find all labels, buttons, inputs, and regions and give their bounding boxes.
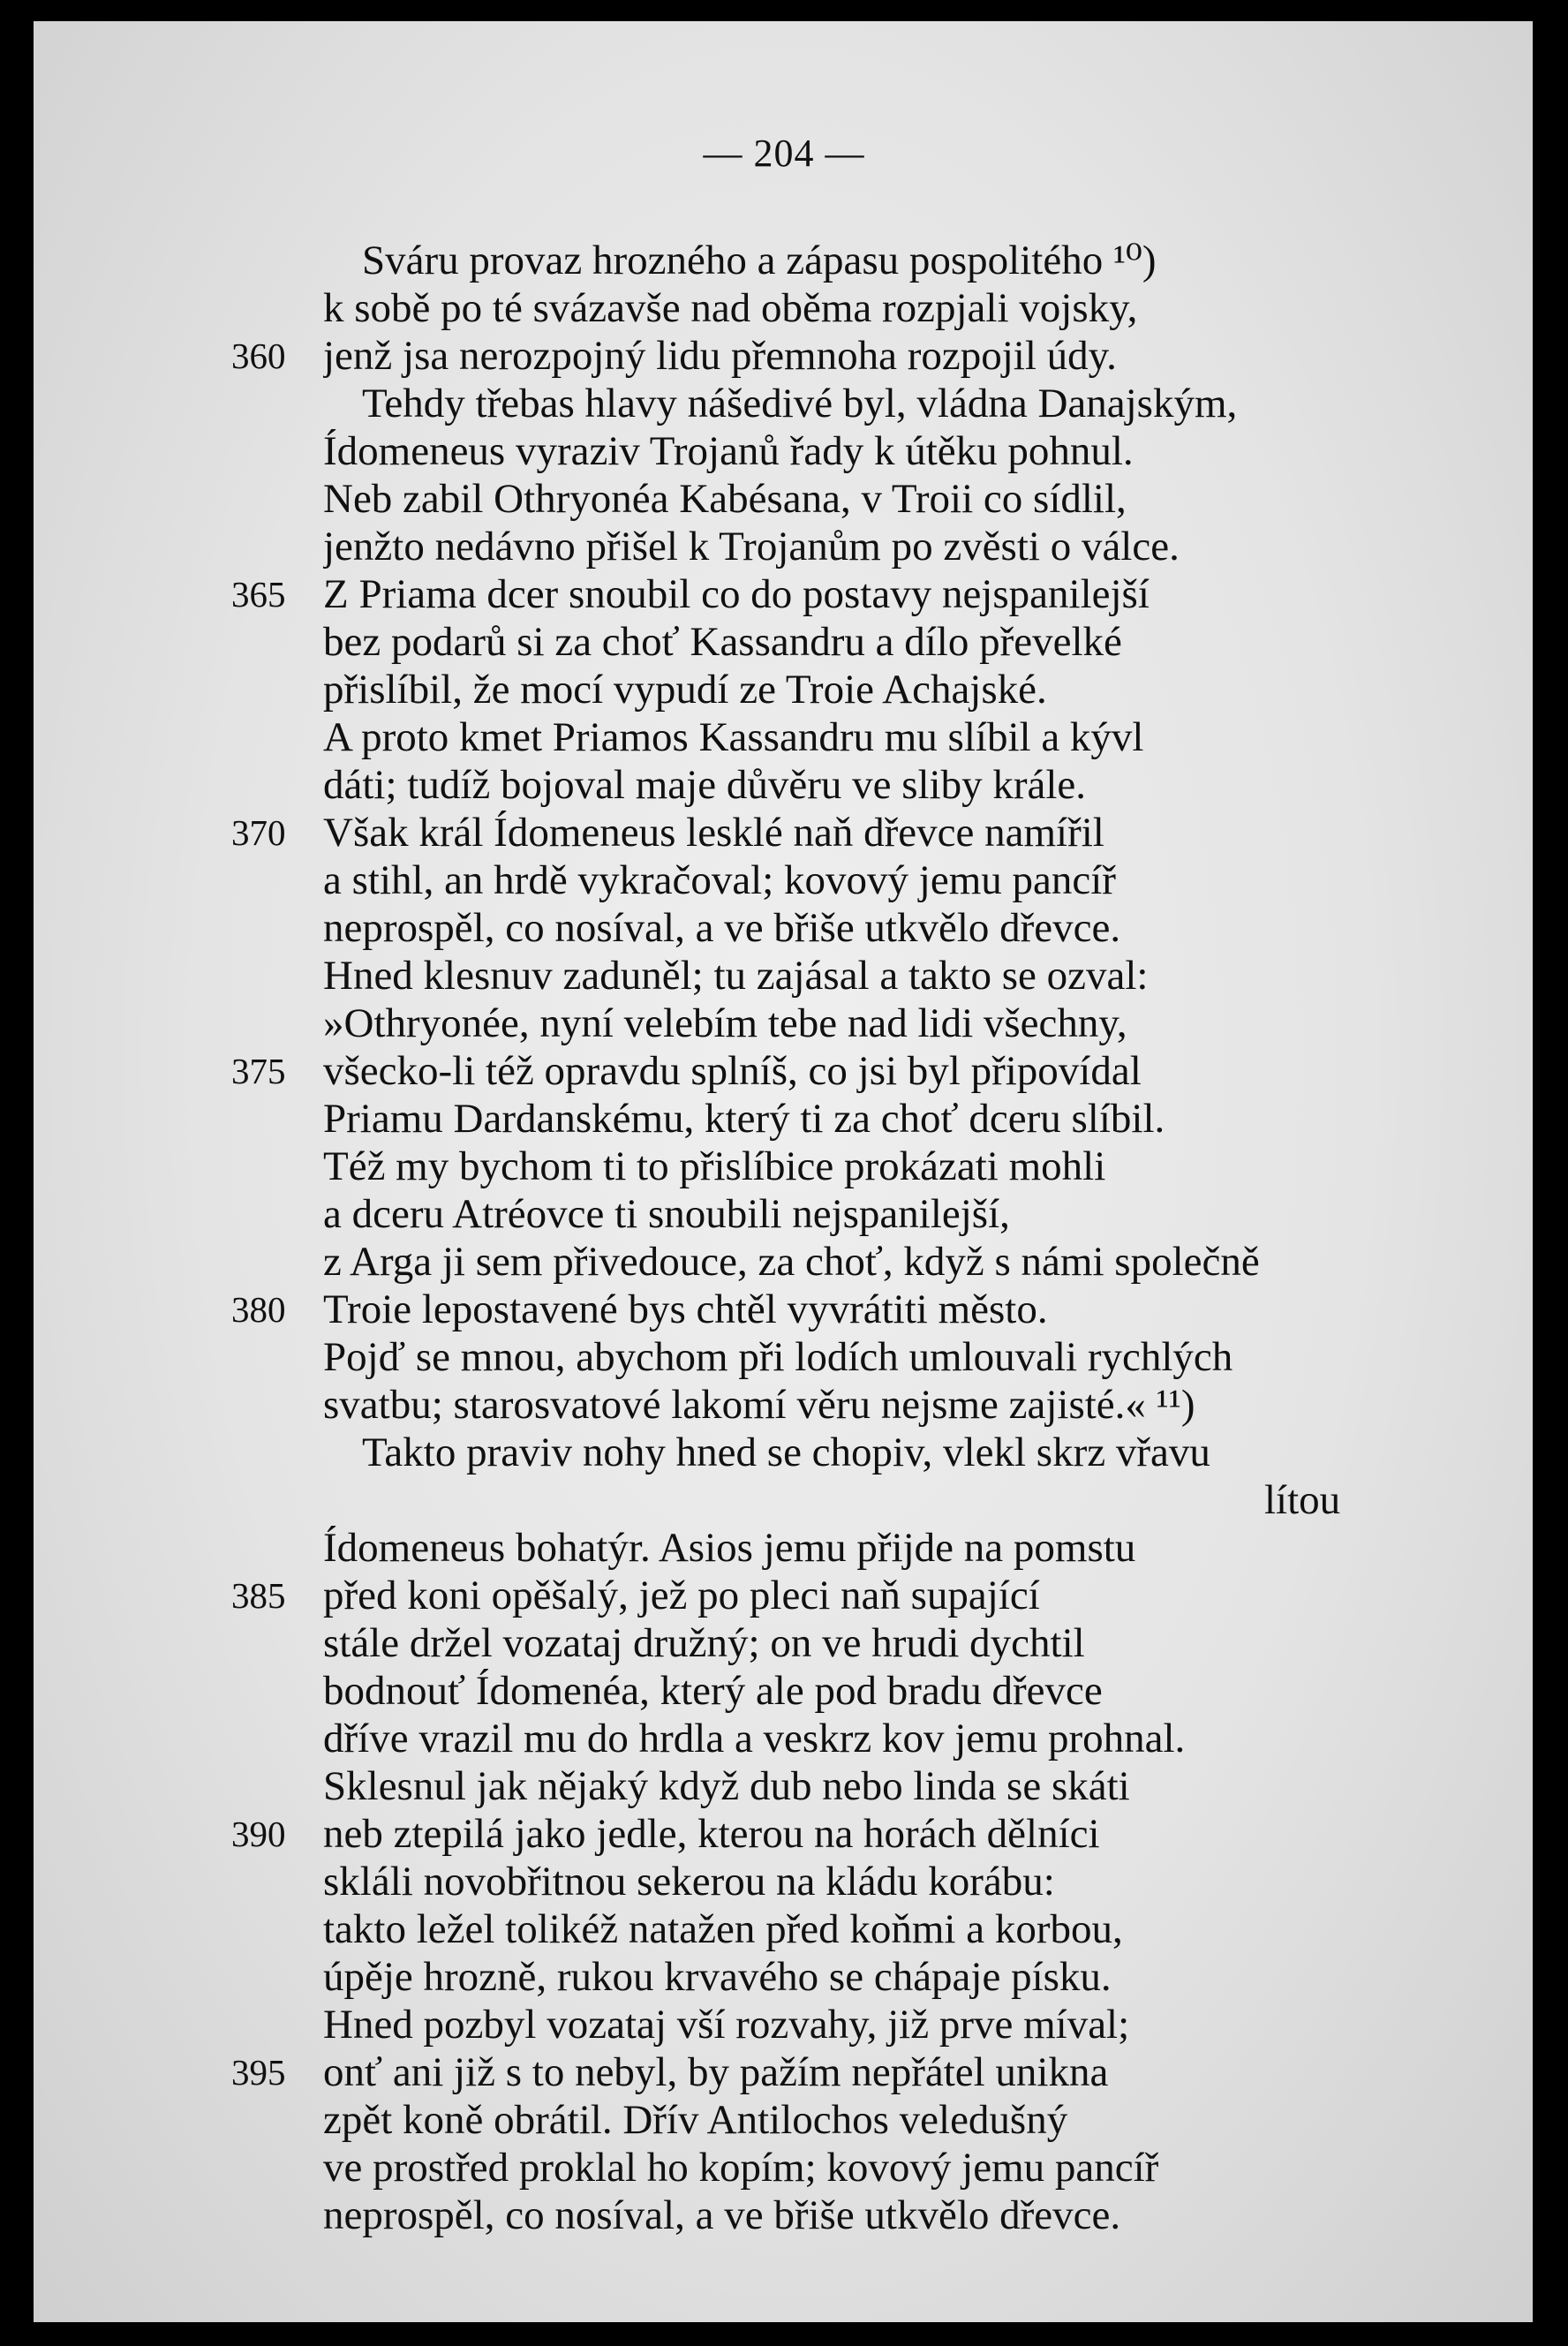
verse-line <box>0 713 1568 761</box>
verse-line <box>0 332 1568 380</box>
verse-line <box>0 1381 1568 1429</box>
poem-text <box>0 237 1568 2239</box>
verse-line <box>0 666 1568 713</box>
verse-line <box>0 2191 1568 2239</box>
verse-text: Tehdy třebas hlavy nášedivé byl, vládna Danajským, <box>362 381 1238 426</box>
verse-line <box>0 952 1568 1000</box>
verse-line <box>0 427 1568 475</box>
line-number: 390 <box>231 1814 286 1854</box>
verse-line <box>0 1000 1568 1047</box>
line-number: 395 <box>231 2052 286 2093</box>
verse-line <box>0 2144 1568 2191</box>
verse-line <box>0 904 1568 952</box>
verse-text: A proto kmet Priamos Kassandru mu slíbil a kývl <box>323 714 1144 760</box>
verse-line <box>0 2048 1568 2096</box>
line-number: 360 <box>231 336 286 376</box>
verse-text: neb ztepilá jako jedle, kterou na horách dělníci <box>323 1811 1100 1857</box>
verse-line <box>0 1619 1568 1667</box>
verse-line <box>0 1524 1568 1572</box>
line-number: 365 <box>231 574 286 615</box>
verse-text: jenžto nedávno přišel k Trojanům po zvěsti o válce. <box>323 524 1180 570</box>
verse-text: zpět koně obrátil. Dřív Antilochos veledušný <box>323 2097 1068 2143</box>
verse-text: Pojď se mnou, abychom při lodích umlouvali rychlých <box>323 1334 1233 1380</box>
verse-text: Hned pozbyl vozataj vší rozvahy, již prve míval; <box>323 2002 1130 2048</box>
verse-text: Priamu Dardanskému, který ti za choť dceru slíbil. <box>323 1096 1165 1142</box>
verse-text: Sváru provaz hrozného a zápasu pospolitého ¹⁰) <box>362 238 1157 283</box>
verse-line <box>0 1333 1568 1381</box>
page-number: — 204 — <box>703 132 865 175</box>
verse-line <box>0 2001 1568 2048</box>
verse-text: před koni opěšalý, jež po pleci naň supající <box>323 1573 1040 1618</box>
verse-line <box>0 1238 1568 1286</box>
verse-line <box>0 1143 1568 1190</box>
verse-line <box>0 1476 1568 1524</box>
verse-line <box>0 809 1568 856</box>
verse-text: »Othryonée, nyní velebím tebe nad lidi všechny, <box>323 1000 1127 1046</box>
verse-text: Ídomeneus bohatýr. Asios jemu přijde na pomstu <box>323 1525 1136 1571</box>
line-number: 385 <box>231 1575 286 1616</box>
verse-text: stále držel vozataj družný; on ve hrudi dychtil <box>323 1620 1085 1666</box>
verse-text: takto ležel tolikéž natažen před koňmi a korbou, <box>323 1906 1123 1952</box>
line-number: 375 <box>231 1051 286 1091</box>
verse-text: Neb zabil Othryonéa Kabésana, v Troii co sídlil, <box>323 476 1127 522</box>
verse-line <box>0 1429 1568 1476</box>
verse-text: skláli novobřitnou sekerou na kládu korábu: <box>323 1859 1055 1905</box>
line-number: 370 <box>231 812 286 853</box>
verse-line <box>0 618 1568 666</box>
verse-line <box>0 1810 1568 1858</box>
verse-line <box>0 1095 1568 1143</box>
verse-text: dáti; tudíž bojoval maje důvěru ve sliby krále. <box>323 762 1087 808</box>
verse-text: z Arga ji sem přivedouce, za choť, když s námi společně <box>323 1239 1260 1285</box>
verse-line <box>0 570 1568 618</box>
verse-text: úpěje hrozně, rukou krvavého se chápaje písku. <box>323 1954 1112 2000</box>
verse-line <box>0 1858 1568 1905</box>
verse-line <box>0 761 1568 809</box>
verse-line <box>0 856 1568 904</box>
verse-text: Ídomeneus vyraziv Trojanů řady k útěku pohnul. <box>323 428 1134 474</box>
verse-text: Troie lepostavené bys chtěl vyvrátiti město. <box>323 1286 1048 1332</box>
verse-line <box>0 1905 1568 1953</box>
verse-text: a dceru Atréovce ti snoubili nejspanilejší, <box>323 1191 1010 1237</box>
verse-text: Též my bychom ti to přislíbice prokázati mohli <box>323 1143 1106 1189</box>
verse-line <box>0 237 1568 284</box>
verse-text: lítou <box>1264 1477 1341 1523</box>
verse-text: bodnouť Ídomenéa, který ale pod bradu dřevce <box>323 1668 1103 1714</box>
verse-line <box>0 380 1568 427</box>
verse-text: Sklesnul jak nějaký když dub nebo linda se skáti <box>323 1763 1130 1809</box>
verse-text: Hned klesnuv zaduněl; tu zajásal a takto se ozval: <box>323 953 1149 999</box>
verse-line <box>0 2096 1568 2144</box>
verse-text: k sobě po té svázavše nad oběma rozpjali vojsky, <box>323 285 1138 331</box>
verse-line <box>0 1286 1568 1333</box>
verse-line <box>0 475 1568 523</box>
line-number: 380 <box>231 1289 286 1330</box>
verse-line <box>0 1667 1568 1715</box>
verse-text: bez podarů si za choť Kassandru a dílo převelké <box>323 619 1122 665</box>
verse-text: svatbu; starosvatové lakomí věru nejsme zajisté.« ¹¹) <box>323 1382 1195 1428</box>
verse-line <box>0 1953 1568 2001</box>
verse-text: přislíbil, že mocí vypudí ze Troie Achajské. <box>323 667 1047 713</box>
verse-line <box>0 1190 1568 1238</box>
verse-line <box>0 284 1568 332</box>
verse-text: neprospěl, co nosíval, a ve břiše utkvělo dřevce. <box>323 2192 1121 2238</box>
verse-line <box>0 1572 1568 1619</box>
verse-text: a stihl, an hrdě vykračoval; kovový jemu pancíř <box>323 857 1116 903</box>
verse-line <box>0 1715 1568 1762</box>
verse-line <box>0 523 1568 570</box>
verse-text: všecko-li též opravdu splníš, co jsi byl připovídal <box>323 1048 1142 1094</box>
verse-text: dříve vrazil mu do hrdla a veskrz kov jemu prohnal. <box>323 1716 1186 1761</box>
verse-text: Takto praviv nohy hned se chopiv, vlekl skrz vřavu <box>362 1429 1210 1475</box>
verse-text: ve prostřed proklal ho kopím; kovový jemu pancíř <box>323 2145 1159 2191</box>
verse-text: Z Priama dcer snoubil co do postavy nejspanilejší <box>323 571 1150 617</box>
verse-text: onť ani již s to nebyl, by pažím nepřátel unikna <box>323 2049 1109 2095</box>
verse-line <box>0 1762 1568 1810</box>
verse-text: neprospěl, co nosíval, a ve břiše utkvělo dřevce. <box>323 905 1121 951</box>
verse-text: jenž jsa nerozpojný lidu přemnoha rozpojil údy. <box>323 333 1117 379</box>
verse-line <box>0 1047 1568 1095</box>
verse-text: Však král Ídomeneus lesklé naň dřevce namířil <box>323 810 1104 856</box>
